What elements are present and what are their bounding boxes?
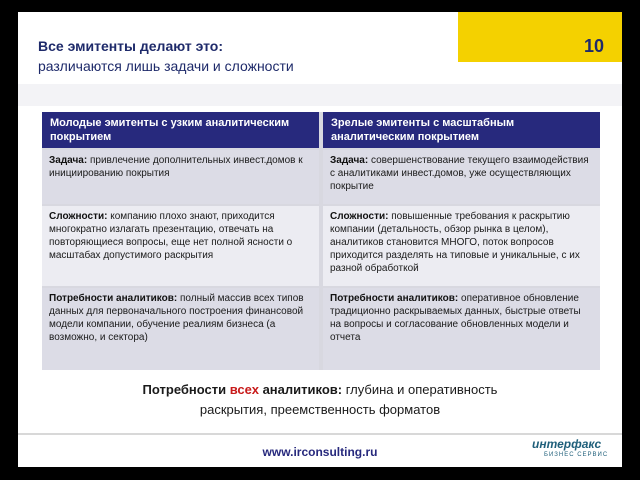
header-band — [18, 84, 622, 106]
slide — [18, 12, 622, 467]
summary-line-1 — [18, 380, 622, 400]
footer-divider — [18, 433, 622, 435]
summary-line-2: раскрытия, преемственность форматов — [199, 402, 441, 417]
summary-highlight: всех — [229, 382, 259, 397]
cell-label: Потребности аналитиков: — [330, 293, 459, 304]
summary-label: аналитиков: — [262, 382, 343, 397]
page-number: 10 — [583, 36, 604, 56]
summary-text — [18, 380, 622, 420]
slide-title: Все эмитенты делают это: — [38, 38, 224, 54]
cell-text: оперативное обновление традиционно раскрываемых данных, быстрые ответы на вопросы и согласование обновленных модели и отчета — [330, 293, 581, 343]
footer-url[interactable]: www.irconsulting.ru — [262, 445, 378, 459]
cell-label: Задача: — [330, 155, 369, 166]
summary-line1-rest: глубина и оперативность — [345, 382, 498, 397]
logo-subtext: БИЗНЕС СЕРВИС — [544, 452, 609, 458]
slide-header — [18, 12, 622, 84]
table-cell — [323, 206, 600, 286]
table-cell — [323, 288, 600, 370]
cell-label: Задача: — [49, 155, 88, 166]
cell-text: привлечение дополнительных инвест.домов к инициированию покрытия — [49, 155, 303, 179]
cell-text: совершенствование текущего взаимодействия с аналитиками инвест.домов, уже осуществляющих покрытие — [330, 155, 589, 192]
column-header-mature: Зрелые эмитенты с масштабным аналитическим покрытием — [323, 112, 600, 148]
column-header-young: Молодые эмитенты с узким аналитическим покрытием — [42, 112, 319, 148]
title-box — [32, 30, 458, 84]
table-cell — [42, 288, 319, 370]
interfax-logo — [532, 437, 612, 465]
cell-label: Потребности аналитиков: — [49, 293, 178, 304]
cell-text: полный массив всех типов данных для первоначального построения финансовой модели компании, обучение реалиям бизнеса (а возможно, и сектора) — [49, 293, 304, 343]
table-cell — [42, 206, 319, 286]
table-cell — [323, 150, 600, 204]
table-cell — [42, 150, 319, 204]
comparison-table — [42, 112, 600, 370]
cell-text: повышенные требования к раскрытию компании (детальность, обзор рынка в целом), аналитиков становится МНОГО, поток вопросов приходится разделять на типовые и уникальные, с их разной обработкой — [330, 211, 580, 274]
summary-prefix: Потребности — [142, 382, 227, 397]
cell-label: Сложности: — [49, 211, 108, 222]
slide-subtitle: различаются лишь задачи и сложности — [38, 58, 294, 74]
logo-text: интерфакс — [532, 437, 602, 451]
cell-text: компанию плохо знают, приходится многократно излагать презентацию, отвечать на повторяющиеся вопросы, еще нет полной ясности о масштабах допустимого раскрытия — [49, 211, 293, 261]
cell-label: Сложности: — [330, 211, 389, 222]
